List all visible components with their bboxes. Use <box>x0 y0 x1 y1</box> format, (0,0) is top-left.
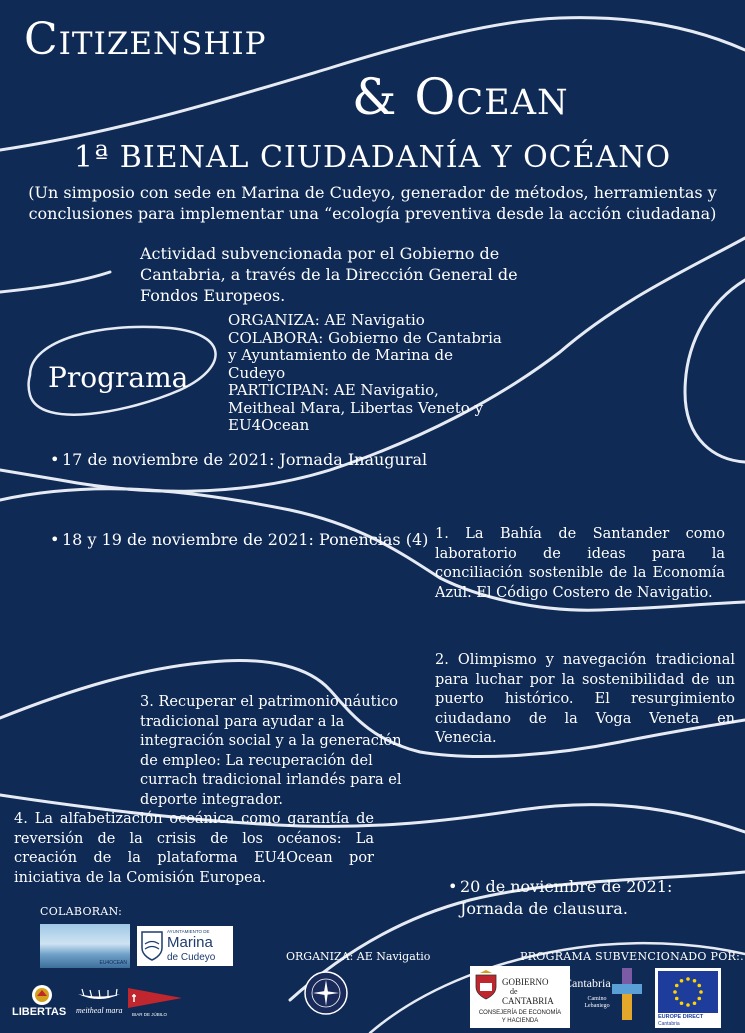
marina-sub: de Cudeyo <box>167 952 216 963</box>
organization-block <box>228 312 508 435</box>
eu-flag-icon <box>658 971 718 1013</box>
biar-text: BIAR DE JÚBILO <box>132 1012 168 1017</box>
eu4ocean-caption: EU4OCEAN <box>99 960 127 966</box>
eu-star <box>699 990 703 994</box>
marina-small-text: AYUNTAMIENTO DE <box>167 929 210 934</box>
eu-star <box>680 979 684 983</box>
organiza-footer-label: ORGANIZA: AE Navigatio <box>286 950 431 963</box>
eu-star <box>686 977 690 981</box>
eu-star <box>680 1001 684 1005</box>
europe-direct-text: EUROPE DIRECT <box>658 1014 704 1020</box>
wave-right-loop <box>685 280 745 462</box>
title-citizenship: Citizenship <box>24 14 267 65</box>
marina-shield-icon <box>140 930 164 962</box>
wave-left-top <box>0 272 110 292</box>
participan-line: PARTICIPAN: AE Navigatio, Meitheal Mara, Libertas Veneto y EU4Ocean <box>228 381 484 434</box>
gobierno-line1: GOBIERNO <box>502 977 549 987</box>
meitheal-text: meitheal mara <box>76 1006 123 1015</box>
consejeria-line1: CONSEJERÍA DE ECONOMÍA <box>478 1010 562 1016</box>
camino-cross-icon <box>612 966 642 1022</box>
gobierno-cantabria-logo <box>470 966 570 1028</box>
gobierno-line3: CANTABRIA <box>502 996 554 1006</box>
currach-boat-icon <box>76 986 122 1006</box>
marina-cudeyo-logo <box>137 926 233 966</box>
cantabria-coat-of-arms-icon <box>473 969 499 1001</box>
talk-4: 4. La alfabetización oceánica como garantía de reversión de la crisis de los océanos: La creación de la plataforma EU4Ocean por iniciativa de la Comisión Europea. <box>14 811 374 886</box>
libertas-emblem-icon <box>31 984 53 1006</box>
eu-star <box>686 1003 690 1007</box>
schedule-day3: • 20 de noviembre de 2021: Jornada de clausura. <box>460 876 730 920</box>
subvencionado-label: PROGRAMA SUBVENCIONADO POR:. <box>520 950 744 963</box>
libertas-text: LIBERTAS <box>12 1006 67 1018</box>
eu-star <box>673 990 677 994</box>
schedule-day1: • 17 de noviembre de 2021: Jornada Inaugural <box>62 449 427 471</box>
eu-star <box>693 979 697 983</box>
colaboran-label: COLABORAN: <box>40 905 123 918</box>
marina-name: Marina <box>167 934 213 951</box>
eu-star <box>697 984 701 988</box>
europe-direct-logo <box>655 968 721 1028</box>
meitheal-mara-logo <box>76 986 122 1022</box>
consejeria-line2: Y HACIENDA <box>501 1018 539 1024</box>
description: (Un simposio con sede en Marina de Cudeyo, generador de métodos, herramientas y conclusiones para implementar una “ecología preventiva desde la acción ciudadana) <box>28 183 717 223</box>
navigatio-seal-icon <box>303 970 349 1016</box>
biar-logo <box>126 986 184 1022</box>
subtitle: 1ª BIENAL CIUDADANÍA Y OCÉANO <box>73 140 672 175</box>
organiza-line: ORGANIZA: AE Navigatio <box>228 311 425 329</box>
talk-2: 2. Olimpismo y navegación tradicional para luchar por la sostenibilidad de un puerto histórico. El resurgimiento ciudadano de la Voga Veneta en Venecia. <box>435 652 735 746</box>
libertas-logo <box>12 984 72 1024</box>
colabora-line: COLABORA: Gobierno de Cantabria y Ayuntamiento de Marina de Cudeyo <box>228 328 502 382</box>
eu-star <box>693 1001 697 1005</box>
title-ocean: & Ocean <box>352 68 569 126</box>
cantabria-text: Cantabria <box>564 976 611 990</box>
eu-star <box>697 997 701 1001</box>
eu-star <box>675 997 679 1001</box>
eu-star <box>675 984 679 988</box>
subsidy-note: Actividad subvencionada por el Gobierno de Cantabria, a través de la Dirección General de Fondos Europeos. <box>140 244 518 305</box>
programa-heading: Programa <box>48 361 189 394</box>
europe-direct-sub: Cantabria <box>658 1021 680 1027</box>
pennant-flag-icon <box>126 986 184 1010</box>
talk-3: 3. Recuperar el patrimonio náutico tradicional para ayudar a la integración social y a la generación de empleo: La recuperación del currach tradicional irlandés para el deporte integrador. <box>140 694 402 808</box>
eu4ocean-photo <box>40 924 130 968</box>
talk-1: 1. La Bahía de Santander como laboratorio de ideas para la conciliación sostenible de la Economía Azul. El Código Costero de Navigatio. <box>435 526 725 601</box>
schedule-day2: • 18 y 19 de noviembre de 2021: Ponencias (4) <box>62 529 428 551</box>
cantabria-camino-logo <box>562 966 642 1024</box>
gobierno-line2: de <box>510 987 518 996</box>
camino-text: Camino Lebaniego <box>584 996 610 1009</box>
